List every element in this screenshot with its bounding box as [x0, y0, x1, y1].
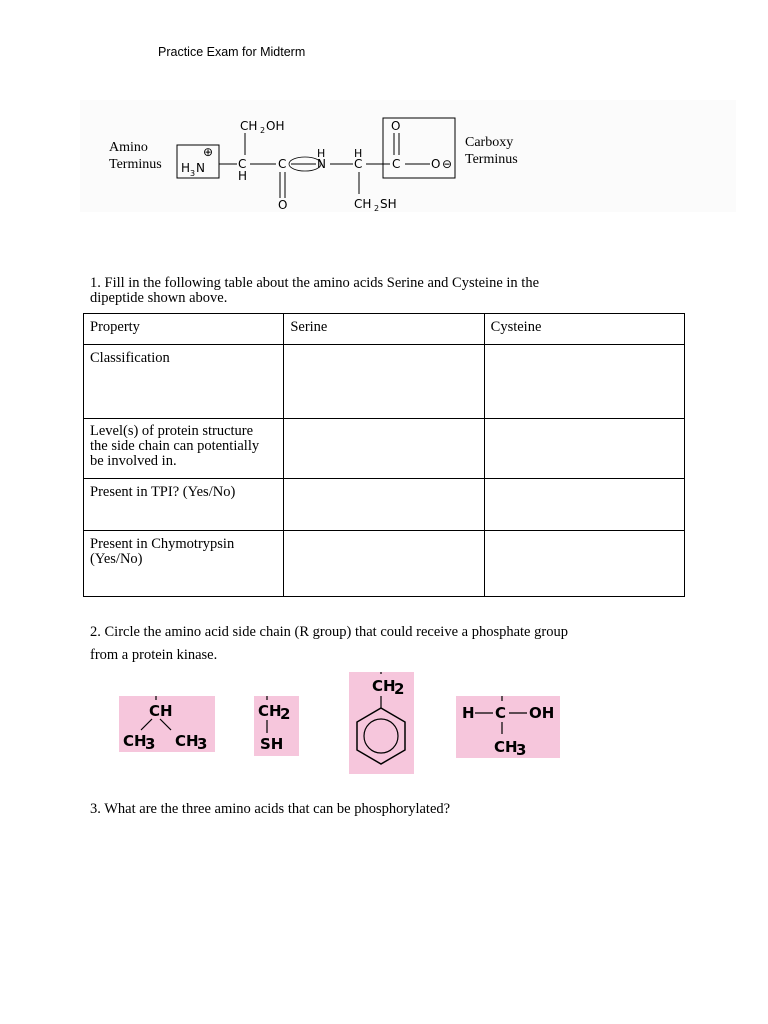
carboxy-terminus-label-line1: Carboxy: [465, 135, 514, 150]
threonine-h: H: [462, 704, 475, 722]
cell-text: Level(s) of protein structure: [90, 423, 254, 439]
question-1-line2: dipeptide shown above.: [90, 290, 228, 306]
serine-alpha-carbon: C: [238, 157, 247, 171]
amide-h: H: [317, 147, 326, 160]
valine-ch: CH: [149, 702, 173, 720]
cysteine-sh: SH: [260, 735, 284, 753]
phenylalanine-ch2: CH: [372, 677, 396, 695]
cysteine-side-subscript: 2: [374, 204, 380, 213]
cysteine-alpha-h: H: [354, 147, 363, 160]
row-property-chymotrypsin: [84, 531, 284, 597]
threonine-c: C: [495, 704, 507, 722]
table-row: [84, 419, 685, 479]
cysteine-alpha-carbon: C: [354, 157, 363, 171]
serine-answer-cell[interactable]: [284, 419, 484, 479]
cell-text: (Yes/No): [90, 551, 143, 567]
cell-text: Classification: [90, 350, 170, 366]
valine-side-chain-option[interactable]: [119, 696, 215, 752]
cysteine-answer-cell[interactable]: [484, 345, 684, 419]
n-terminus-n: N: [196, 161, 205, 175]
amide-n: N: [317, 157, 326, 171]
n-terminus-h: H: [181, 161, 191, 175]
row-property-classification: [84, 345, 284, 419]
cell-text: be involved in.: [90, 453, 177, 469]
table-row: [84, 345, 685, 419]
cysteine-answer-cell[interactable]: [484, 531, 684, 597]
benzene-aromatic-circle: [364, 719, 398, 753]
phenylalanine-side-chain-option[interactable]: [349, 672, 414, 774]
valine-ch3-left: CH: [123, 732, 147, 750]
carboxyl-carbon: C: [392, 157, 401, 171]
valine-ch3-right-sub: 3: [197, 735, 208, 752]
amino-terminus-label-line2: Terminus: [109, 157, 162, 172]
positive-charge-icon: ⊕: [203, 145, 214, 159]
valine-structure: [119, 696, 215, 752]
cysteine-answer-cell[interactable]: [484, 419, 684, 479]
serine-answer-cell[interactable]: [284, 479, 484, 531]
negative-charge-icon: ⊖: [442, 157, 453, 171]
question-2-line2: from a protein kinase.: [90, 647, 218, 663]
serine-answer-cell[interactable]: [284, 345, 484, 419]
cysteine-side-end: SH: [380, 197, 397, 211]
question-3: 3. What are the three amino acids that can be phosphorylated?: [90, 801, 451, 817]
threonine-structure: [456, 696, 560, 758]
cysteine-ch2-sub: 2: [280, 705, 291, 723]
cell-text: the side chain can potentially: [90, 438, 260, 454]
page-title: Practice Exam for Midterm: [158, 45, 306, 59]
serine-answer-cell[interactable]: [284, 531, 484, 597]
amino-terminus-label-line1: Amino: [109, 140, 148, 155]
threonine-side-chain-option[interactable]: [456, 696, 560, 758]
phenylalanine-structure: [349, 672, 414, 774]
serine-side-end: OH: [266, 119, 285, 133]
serine-side-subscript: 2: [260, 126, 266, 135]
valine-ch3-right: CH: [175, 732, 199, 750]
phenylalanine-ch2-sub: 2: [394, 680, 405, 698]
carboxy-terminus-label-line2: Terminus: [465, 152, 518, 167]
carboxylate-oxygen: O: [431, 157, 441, 171]
header-cysteine: Cysteine: [484, 314, 684, 345]
table-row: [84, 479, 685, 531]
cell-text: Present in TPI? (Yes/No): [90, 484, 236, 500]
threonine-ch3: CH: [494, 738, 518, 756]
serine-carbonyl-carbon: C: [278, 157, 287, 171]
valine-ch3-left-sub: 3: [145, 735, 156, 752]
serine-carbonyl-oxygen: O: [278, 198, 288, 212]
row-property-structure-levels: [84, 419, 284, 479]
serine-side-chain: CH: [240, 119, 258, 133]
cysteine-ch2: CH: [258, 702, 282, 720]
cysteine-answer-cell[interactable]: [484, 479, 684, 531]
question-2-line1: 2. Circle the amino acid side chain (R group) that could receive a phosphate group: [90, 624, 568, 640]
threonine-ch3-sub: 3: [516, 741, 527, 758]
threonine-oh: OH: [529, 704, 555, 722]
dipeptide-structure: [80, 100, 740, 214]
cysteine-structure: [254, 696, 299, 756]
n-terminus-h-subscript: 3: [190, 169, 196, 178]
header-property: Property: [84, 314, 284, 345]
table-row: [84, 531, 685, 597]
amino-acid-property-table: [83, 313, 685, 597]
question-1-line1: 1. Fill in the following table about the amino acids Serine and Cysteine in the: [90, 275, 540, 291]
serine-alpha-h: H: [238, 169, 248, 183]
cysteine-side-chain: CH: [354, 197, 372, 211]
table-header-row: [84, 314, 685, 345]
header-serine: Serine: [284, 314, 484, 345]
cysteine-side-chain-option[interactable]: [254, 696, 299, 756]
row-property-tpi: [84, 479, 284, 531]
carboxyl-oxygen: O: [391, 119, 401, 133]
cell-text: Present in Chymotrypsin: [90, 536, 235, 552]
